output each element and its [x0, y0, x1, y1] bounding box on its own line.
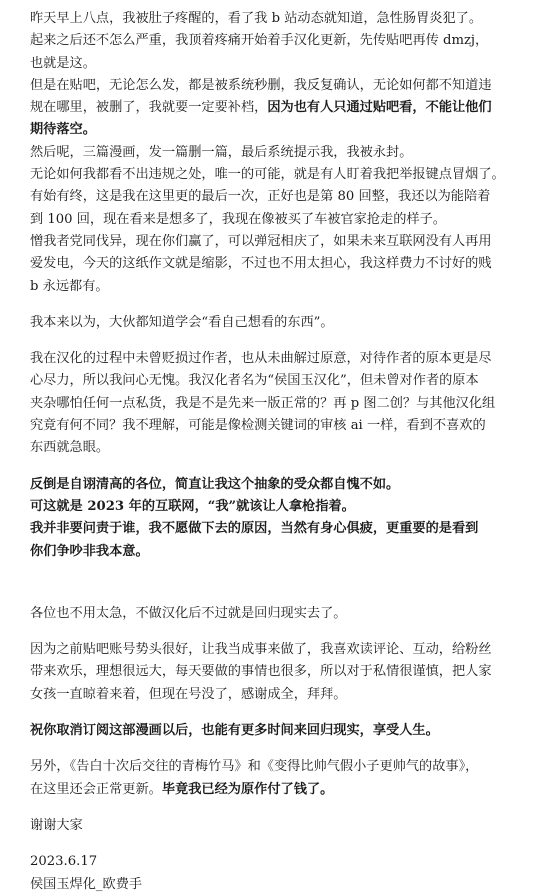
text-line: 因为之前贴吧账号势头很好，让我当成事来做了，我喜欢读评论、互动，给粉丝 [30, 642, 492, 658]
text-line: 谢谢大家 [30, 817, 83, 833]
paragraph-8 [30, 756, 529, 801]
text-line: 各位也不用太急，不做汉化后不过就是回归现实去了。 [30, 605, 347, 621]
text-line: 昨天早上八点，我被肚子疼醒的，看了我 b 站动态就知道，急性肠胃炎犯了。 [30, 11, 483, 26]
text-line: 另外，《告白十次后交往的青梅竹马》和《变得比帅气假小子更帅气的故事》， [30, 759, 479, 775]
text-line: 起来之后还不怎么严重，我顶着疼痛开始着手汉化更新，先传贴吧再传 dmzj， [30, 33, 489, 49]
signature-block [30, 851, 529, 896]
text-line: 究竟有何不同？我不理解，可能是像检测关键词的审核 ai 一样，看到不喜欢的 [30, 418, 486, 434]
bold-text: 因为也有人只通过贴吧看，不能让他们 [267, 100, 492, 116]
text-line: 我在汉化的过程中未曾贬损过作者，也从未曲解过原意，对待作者的原本更是尽 [30, 351, 492, 367]
text-line: 但是在贴吧，无论怎么发，都是被系统秒删，我反复确认，无论如何都不知道违 [30, 77, 492, 93]
text-line: b 永远都有。 [30, 278, 109, 294]
paragraph-3 [30, 348, 529, 459]
closing-thanks [30, 815, 529, 837]
text-line: 东西就急眼。 [30, 440, 110, 456]
date: 2023.6.17 [30, 854, 98, 870]
text-line: 规在哪里，被删了，我就要一定要补档， [30, 100, 268, 116]
bold-text: 我并非要问责于谁，我不愿做下去的原因，当然有身心俱疲，更重要的是看到 [30, 521, 479, 537]
paragraph-2 [30, 312, 529, 334]
text-line: 有始有终，这是我在这里更的最后一次，正好也是第 80 回整，我还以为能陪着 [30, 189, 491, 205]
bold-text: 祝你取消订阅这部漫画以后，也能有更多时间来回归现实，享受人生。 [30, 723, 439, 739]
text-line: 夹杂哪怕任何一点私货，我是不是先来一版正常的？再 p 图二创？与其他汉化组 [30, 395, 496, 411]
bold-text: 反倒是自诩清高的各位，简直让我这个抽象的受众都自愧不如。 [30, 476, 400, 492]
paragraph-4-bold [30, 474, 529, 563]
text-line: 憎我者党同伐异，现在你们赢了，可以弹冠相庆了，如果未来互联网没有人再用 [30, 233, 492, 249]
text-line: 然后呢，三篇漫画，发一篇删一篇，最后系统提示我，我被永封。 [30, 144, 413, 160]
paragraph-7-bold [30, 720, 529, 742]
text-line: 也就是这。 [30, 55, 96, 71]
paragraph-1 [30, 8, 529, 298]
paragraph-5 [30, 603, 529, 625]
text-line: 女孩一直晾着来着，但现在号没了，感谢成全，拜拜。 [30, 686, 347, 702]
text-line: 在这里还会正常更新。 [30, 781, 162, 797]
text-line: 爱发电，今天的这纸作文就是缩影，不过也不用太担心，我这样费力不讨好的贱 [30, 256, 492, 272]
text-line: 到 100 回，现在看来是想多了，我现在像被买了车被官家抢走的样子。 [30, 211, 446, 227]
text-line: 我本来以为，大伙都知道学会“看自己想看的东西”。 [30, 314, 334, 330]
text-line: 无论如何我都看不出违规之处，唯一的可能，就是有人盯着我把举报键点冒烟了。 [30, 167, 505, 183]
bold-text: 可这就是 2023 年的互联网，“我”就该让人拿枪指着。 [30, 498, 355, 514]
bold-text: 你们争吵非我本意。 [30, 543, 149, 559]
signature: 侯国玉焊化_欧费手 [30, 876, 143, 892]
bold-text: 期待落空。 [30, 122, 96, 138]
bold-text: 毕竟我已经为原作付了钱了。 [161, 781, 334, 797]
text-line: 心尽力，所以我问心无愧。我汉化者名为“侯国玉汉化”，但未曾对作者的原本 [30, 373, 479, 389]
paragraph-6 [30, 639, 529, 706]
text-line: 带来欢乐，理想很远大，每天要做的事情也很多，所以对于私情很谨慎，把人家 [30, 664, 492, 680]
